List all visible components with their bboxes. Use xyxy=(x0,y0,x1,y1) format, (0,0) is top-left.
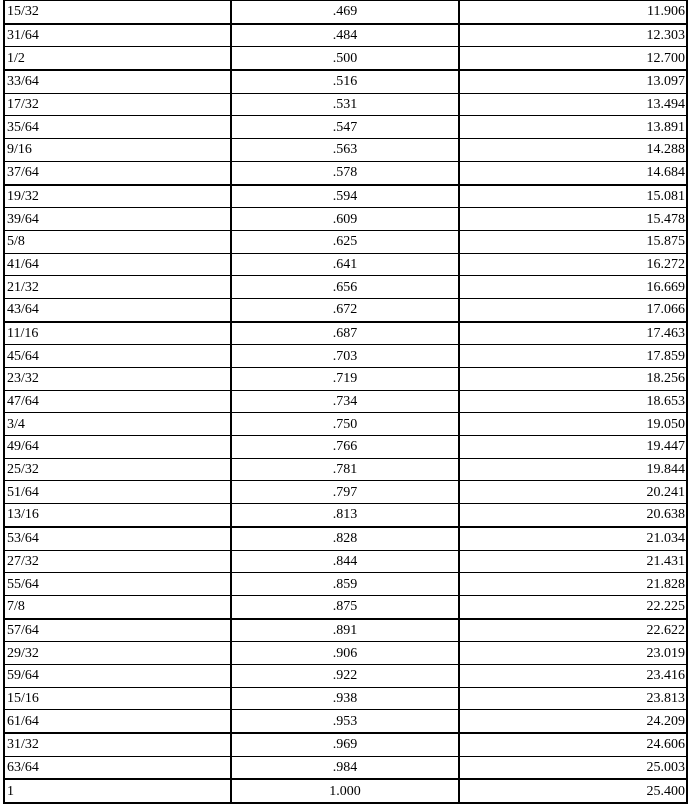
millimeter-cell: 17.859 xyxy=(459,345,687,368)
table-row xyxy=(4,595,687,618)
millimeter-cell: 15.081 xyxy=(459,185,687,208)
decimal-inch-cell: .938 xyxy=(231,687,460,710)
table-row xyxy=(4,664,687,687)
decimal-inch-cell: .563 xyxy=(231,139,460,162)
millimeter-cell: 16.272 xyxy=(459,253,687,276)
table-row xyxy=(4,230,687,253)
decimal-inch-cell: .891 xyxy=(231,619,460,642)
millimeter-cell: 23.813 xyxy=(459,687,687,710)
fraction-cell: 1/2 xyxy=(4,47,231,70)
table-row xyxy=(4,481,687,504)
decimal-inch-cell: .969 xyxy=(231,733,460,756)
millimeter-cell: 23.416 xyxy=(459,664,687,687)
millimeter-cell: 18.256 xyxy=(459,368,687,391)
millimeter-cell: 13.891 xyxy=(459,116,687,139)
millimeter-cell: 12.303 xyxy=(459,24,687,47)
fraction-cell: 47/64 xyxy=(4,390,231,413)
conversion-table xyxy=(3,0,688,804)
table-row xyxy=(4,47,687,70)
fraction-cell: 49/64 xyxy=(4,436,231,459)
fraction-cell: 7/8 xyxy=(4,595,231,618)
table-row xyxy=(4,345,687,368)
table-row xyxy=(4,642,687,665)
fraction-cell: 1 xyxy=(4,779,231,803)
millimeter-cell: 19.844 xyxy=(459,458,687,481)
decimal-inch-cell: .719 xyxy=(231,368,460,391)
fraction-cell: 41/64 xyxy=(4,253,231,276)
fraction-cell: 29/32 xyxy=(4,642,231,665)
table-row xyxy=(4,276,687,299)
fraction-cell: 45/64 xyxy=(4,345,231,368)
millimeter-cell: 18.653 xyxy=(459,390,687,413)
decimal-inch-cell: .766 xyxy=(231,436,460,459)
millimeter-cell: 15.478 xyxy=(459,208,687,231)
decimal-inch-cell: .578 xyxy=(231,161,460,184)
fraction-cell: 15/16 xyxy=(4,687,231,710)
decimal-inch-cell: .594 xyxy=(231,185,460,208)
millimeter-cell: 22.622 xyxy=(459,619,687,642)
table-row xyxy=(4,1,687,24)
fraction-cell: 25/32 xyxy=(4,458,231,481)
fraction-cell: 31/32 xyxy=(4,733,231,756)
decimal-inch-cell: .859 xyxy=(231,573,460,596)
millimeter-cell: 17.463 xyxy=(459,322,687,345)
millimeter-cell: 23.019 xyxy=(459,642,687,665)
table-row xyxy=(4,93,687,116)
millimeter-cell: 14.288 xyxy=(459,139,687,162)
millimeter-cell: 24.209 xyxy=(459,710,687,733)
table-row xyxy=(4,322,687,345)
decimal-inch-cell: .734 xyxy=(231,390,460,413)
millimeter-cell: 25.400 xyxy=(459,779,687,803)
table-row xyxy=(4,687,687,710)
fraction-cell: 43/64 xyxy=(4,298,231,321)
fraction-cell: 3/4 xyxy=(4,413,231,436)
millimeter-cell: 21.034 xyxy=(459,527,687,550)
decimal-inch-cell: .953 xyxy=(231,710,460,733)
fraction-cell: 19/32 xyxy=(4,185,231,208)
table-row xyxy=(4,253,687,276)
millimeter-cell: 21.431 xyxy=(459,550,687,573)
decimal-inch-cell: .672 xyxy=(231,298,460,321)
table-row xyxy=(4,139,687,162)
decimal-inch-cell: .625 xyxy=(231,230,460,253)
fraction-cell: 5/8 xyxy=(4,230,231,253)
fraction-cell: 35/64 xyxy=(4,116,231,139)
table-row xyxy=(4,458,687,481)
fraction-cell: 37/64 xyxy=(4,161,231,184)
fraction-cell: 9/16 xyxy=(4,139,231,162)
millimeter-cell: 12.700 xyxy=(459,47,687,70)
table-row xyxy=(4,756,687,779)
decimal-inch-cell: .922 xyxy=(231,664,460,687)
millimeter-cell: 24.606 xyxy=(459,733,687,756)
decimal-inch-cell: .703 xyxy=(231,345,460,368)
millimeter-cell: 19.447 xyxy=(459,436,687,459)
table-row xyxy=(4,436,687,459)
millimeter-cell: 11.906 xyxy=(459,1,687,24)
fraction-cell: 39/64 xyxy=(4,208,231,231)
decimal-inch-cell: 1.000 xyxy=(231,779,460,803)
millimeter-cell: 25.003 xyxy=(459,756,687,779)
millimeter-cell: 13.097 xyxy=(459,70,687,93)
table-row xyxy=(4,368,687,391)
decimal-inch-cell: .875 xyxy=(231,595,460,618)
decimal-inch-cell: .516 xyxy=(231,70,460,93)
fraction-cell: 21/32 xyxy=(4,276,231,299)
table-row xyxy=(4,710,687,733)
millimeter-cell: 15.875 xyxy=(459,230,687,253)
table-row xyxy=(4,390,687,413)
table-row xyxy=(4,70,687,93)
fraction-cell: 57/64 xyxy=(4,619,231,642)
millimeter-cell: 14.684 xyxy=(459,161,687,184)
table-row xyxy=(4,733,687,756)
table-row xyxy=(4,573,687,596)
decimal-inch-cell: .500 xyxy=(231,47,460,70)
table-row xyxy=(4,208,687,231)
decimal-inch-cell: .547 xyxy=(231,116,460,139)
fraction-cell: 33/64 xyxy=(4,70,231,93)
table-row xyxy=(4,185,687,208)
fraction-cell: 55/64 xyxy=(4,573,231,596)
decimal-inch-cell: .469 xyxy=(231,1,460,24)
table-row xyxy=(4,161,687,184)
millimeter-cell: 19.050 xyxy=(459,413,687,436)
decimal-inch-cell: .906 xyxy=(231,642,460,665)
millimeter-cell: 17.066 xyxy=(459,298,687,321)
decimal-inch-cell: .750 xyxy=(231,413,460,436)
table-row xyxy=(4,779,687,803)
decimal-inch-cell: .656 xyxy=(231,276,460,299)
decimal-inch-cell: .828 xyxy=(231,527,460,550)
table-row xyxy=(4,619,687,642)
decimal-inch-cell: .797 xyxy=(231,481,460,504)
decimal-inch-cell: .687 xyxy=(231,322,460,345)
fraction-cell: 23/32 xyxy=(4,368,231,391)
table-row xyxy=(4,24,687,47)
millimeter-cell: 20.638 xyxy=(459,504,687,527)
table-row xyxy=(4,298,687,321)
conversion-table-body xyxy=(4,1,687,804)
fraction-cell: 51/64 xyxy=(4,481,231,504)
decimal-inch-cell: .781 xyxy=(231,458,460,481)
table-row xyxy=(4,413,687,436)
fraction-cell: 31/64 xyxy=(4,24,231,47)
table-row xyxy=(4,550,687,573)
fraction-cell: 59/64 xyxy=(4,664,231,687)
fraction-cell: 13/16 xyxy=(4,504,231,527)
fraction-cell: 15/32 xyxy=(4,1,231,24)
fraction-cell: 27/32 xyxy=(4,550,231,573)
millimeter-cell: 20.241 xyxy=(459,481,687,504)
fraction-cell: 63/64 xyxy=(4,756,231,779)
millimeter-cell: 22.225 xyxy=(459,595,687,618)
decimal-inch-cell: .984 xyxy=(231,756,460,779)
table-row xyxy=(4,504,687,527)
table-row xyxy=(4,116,687,139)
decimal-inch-cell: .641 xyxy=(231,253,460,276)
fraction-cell: 53/64 xyxy=(4,527,231,550)
millimeter-cell: 16.669 xyxy=(459,276,687,299)
millimeter-cell: 21.828 xyxy=(459,573,687,596)
decimal-inch-cell: .844 xyxy=(231,550,460,573)
decimal-inch-cell: .609 xyxy=(231,208,460,231)
millimeter-cell: 13.494 xyxy=(459,93,687,116)
decimal-inch-cell: .531 xyxy=(231,93,460,116)
fraction-cell: 61/64 xyxy=(4,710,231,733)
decimal-inch-cell: .484 xyxy=(231,24,460,47)
fraction-cell: 17/32 xyxy=(4,93,231,116)
decimal-inch-cell: .813 xyxy=(231,504,460,527)
fraction-cell: 11/16 xyxy=(4,322,231,345)
table-row xyxy=(4,527,687,550)
